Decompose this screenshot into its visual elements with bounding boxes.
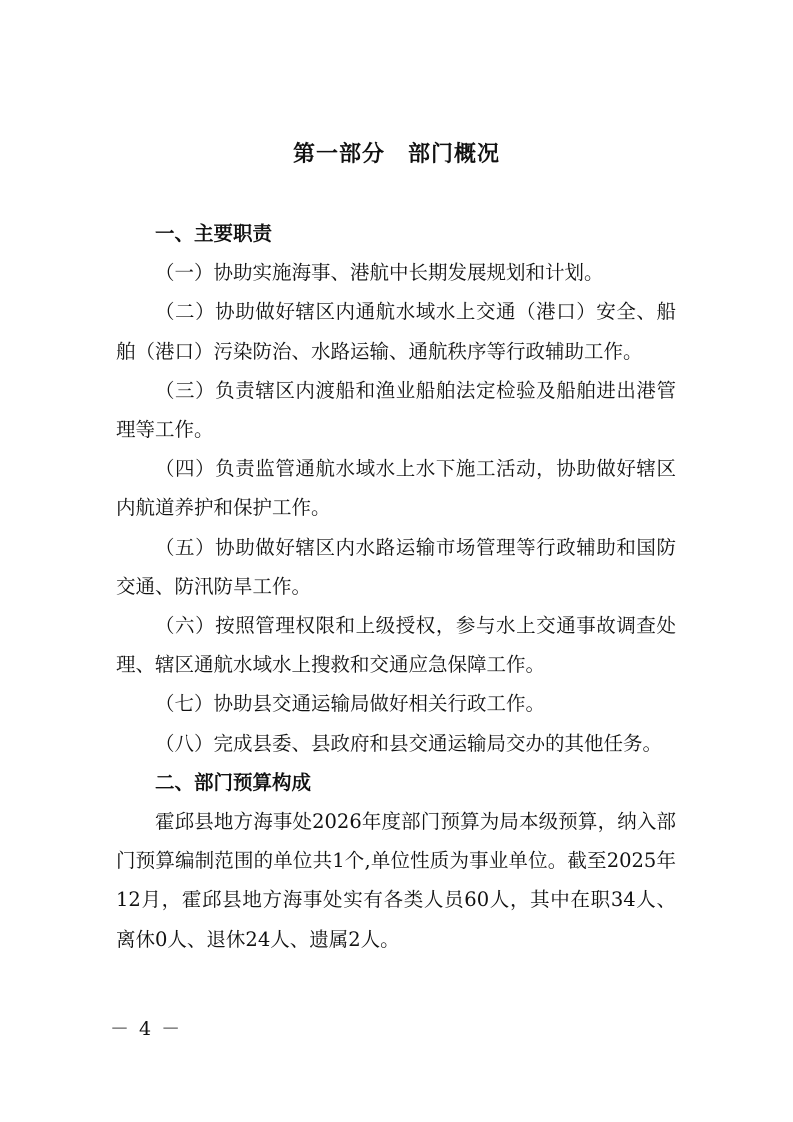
document-body bbox=[116, 214, 676, 959]
duty-item: （一）协助实施海事、港航中长期发展规划和计划。 bbox=[155, 261, 604, 285]
duty-item: （五）协助做好辖区内水路运输市场管理等行政辅助和国防交通、防汛防旱工作。 bbox=[116, 535, 676, 598]
section-heading-budget-structure: 二、部门预算构成 bbox=[155, 770, 312, 794]
page-title: 第一部分 部门概况 bbox=[292, 142, 500, 167]
duty-item: （四）负责监管通航水域水上水下施工活动，协助做好辖区内航道养护和保护工作。 bbox=[116, 457, 676, 520]
section-heading-main-duties: 一、主要职责 bbox=[155, 222, 273, 245]
budget-paragraph: 霍邱县地方海事处2026年度部门预算为局本级预算，纳入部门预算编制范围的单位共1个,单位性质为事业单位。截至2025年12月，霍邱县地方海事处实有各类人员60人，其中在职34人、离休0人、退休24人、遗属2人。 bbox=[116, 810, 676, 951]
duty-item: （六）按照管理权限和上级授权，参与水上交通事故调查处理、辖区通航水域水上搜救和交通应急保障工作。 bbox=[116, 614, 676, 677]
duty-item: （二）协助做好辖区内通航水域水上交通（港口）安全、船舶（港口）污染防治、水路运输、通航秩序等行政辅助工作。 bbox=[116, 300, 676, 363]
duty-item: （三）负责辖区内渡船和渔业船舶法定检验及船舶进出港管理等工作。 bbox=[116, 378, 676, 442]
duty-item: （八）完成县委、县政府和县交通运输局交办的其他任务。 bbox=[155, 731, 663, 755]
duty-item: （七）协助县交通运输局做好相关行政工作。 bbox=[155, 692, 546, 716]
page-number: － 4 － bbox=[110, 1018, 183, 1040]
